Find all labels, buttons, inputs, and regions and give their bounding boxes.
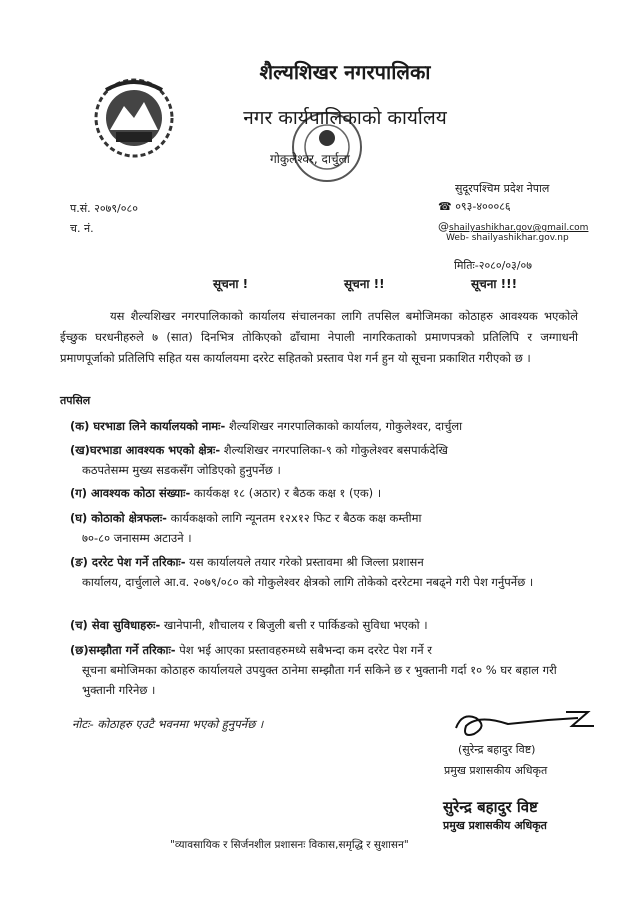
patra-sankhya: प.सं. २०७९/०८० — [70, 202, 138, 215]
phone-line — [438, 199, 511, 214]
item-text: कार्यकक्षको लागि न्यूनतम १२x१२ फिट र बैठक कक्ष कम्तीमा — [166, 511, 422, 525]
office-location: गोकुलेश्वर, दार्चुला — [270, 152, 350, 166]
chalani-number: च. नं. — [70, 222, 94, 235]
note-text: नोटः- कोठाहरु एउटै भवनमा भएको हुनुपर्नेछ । — [72, 717, 264, 731]
item-text: पेश भई आएका प्रस्तावहरुमध्ये सबैभन्दा कम दररेट पेश गर्ने र — [175, 643, 432, 657]
phone-icon: ☎ — [438, 200, 456, 213]
item-continuation: ७०-८० जनासम्म अटाउने । — [82, 531, 192, 545]
body-paragraph: यस शैल्यशिखर नगरपालिकाको कार्यालय संचालनका लागि तपसिल बमोजिमका कोठाहरु आवश्यक भएकोले ईच्छुक घरधनीहरुले ७ (सात) दिनभित्र तोकिएको ढाँचामा नेपाली नागरिकताको प्रमाणपत्रको प्रतिलिपि र जग्गाधनी प्रमाणपूर्जाको प्रतिलिपि सहित यस कार्यालयमा दररेट सहितको प्रस्ताव पेश गर्न हुन यो सूचना प्रकाशित गरीएको छ । — [60, 309, 578, 365]
tapasil-label: तपसिल — [60, 394, 91, 407]
list-item — [70, 416, 590, 436]
office-motto: "व्यावसायिक र सिर्जनशील प्रशासनः विकास,समृद्धि र सुशासन" — [170, 839, 409, 851]
email-link[interactable]: shailyashikhar.gov@gmail.com — [449, 223, 589, 233]
municipality-emblem — [88, 72, 180, 160]
list-item — [70, 483, 590, 503]
list-item — [70, 552, 590, 592]
email-line — [438, 220, 588, 233]
notice-heading-3: सूचना !!! — [471, 277, 518, 291]
province-text: सुदूरपश्चिम प्रदेश नेपाल — [455, 182, 550, 195]
item-continuation: कार्यालय, दार्चुलाले आ.व. २०७९/०८० को गोकुलेश्वर क्षेत्रको लागि तोकेको दररेटमा नबढ्ने गरी पेश गर्नुपर्नेछ । — [82, 575, 534, 589]
item-text: यस कार्यालयले तयार गरेको प्रस्तावमा श्री जिल्ला प्रशासन — [185, 555, 424, 569]
item-continuation: सूचना बमोजिमका कोठाहरु कार्यालयले उपयुक्त ठानेमा सम्झौता गर्न सकिने छ र भुक्तानी गर्दा १० % घर बहाल गरी भुक्तानी गरिनेछ । — [82, 663, 557, 697]
list-item — [70, 440, 590, 480]
office-title: नगर कार्यपालिकाको कार्यालय — [243, 107, 447, 129]
item-label: (क) घरभाडा लिने कार्यालयको नामः- — [70, 419, 226, 433]
notice-heading-2: सूचना !! — [344, 277, 385, 291]
item-continuation: कठपतेसम्म मुख्य सडकसँग जोडिएको हुनुपर्नेछ । — [82, 463, 281, 477]
signatory-name: (सुरेन्द्र बहादुर विष्ट) — [458, 743, 536, 756]
municipality-title: शैल्यशिखर नगरपालिका — [259, 60, 431, 84]
item-text: शैल्यशिखर नगरपालिकाको कार्यालय, गोकुलेश्वर, दार्चुला — [225, 419, 463, 433]
handwritten-signature — [448, 706, 608, 746]
item-text: कार्यकक्ष १८ (अठार) र बैठक कक्ष १ (एक) । — [190, 486, 382, 500]
title-stamp: प्रमुख प्रशासकीय अधिकृत — [443, 819, 547, 832]
notice-heading-1: सूचना ! — [213, 277, 249, 291]
letter-date: मितिः-२०८०/०३/०७ — [454, 259, 532, 272]
signatory-title: प्रमुख प्रशासकीय अधिकृत — [444, 764, 548, 777]
item-label: (च) सेवा सुविधाहरुः- — [70, 618, 161, 632]
item-label: (छ)सम्झौता गर्ने तरिकाः- — [70, 643, 176, 657]
item-text: खानेपानी, शौचालय र बिजुली बत्ती र पार्किङको सुविधा भएको । — [160, 618, 428, 632]
list-item — [70, 640, 590, 700]
item-label: (ग) आवश्यक कोठा संख्याः- — [70, 486, 191, 500]
item-label: (ख)घरभाडा आवश्यक भएको क्षेत्रः- — [70, 443, 221, 457]
email-icon: @ — [438, 220, 449, 233]
phone-number: ०९३-४०००८६ — [455, 200, 511, 213]
list-item — [70, 615, 590, 635]
item-label: (ङ) दररेट पेश गर्ने तरिकाः- — [70, 555, 186, 569]
name-stamp: सुरेन्द्र बहादुर विष्ट — [443, 798, 538, 816]
item-text: शैल्यशिखर नगरपालिका-९ को गोकुलेश्वर बसपार्कदेखि — [220, 443, 448, 457]
item-label: (घ) कोठाको क्षेत्रफलः- — [70, 511, 167, 525]
website-link[interactable]: Web- shailyashikhar.gov.np — [446, 233, 569, 243]
list-item — [70, 508, 590, 548]
